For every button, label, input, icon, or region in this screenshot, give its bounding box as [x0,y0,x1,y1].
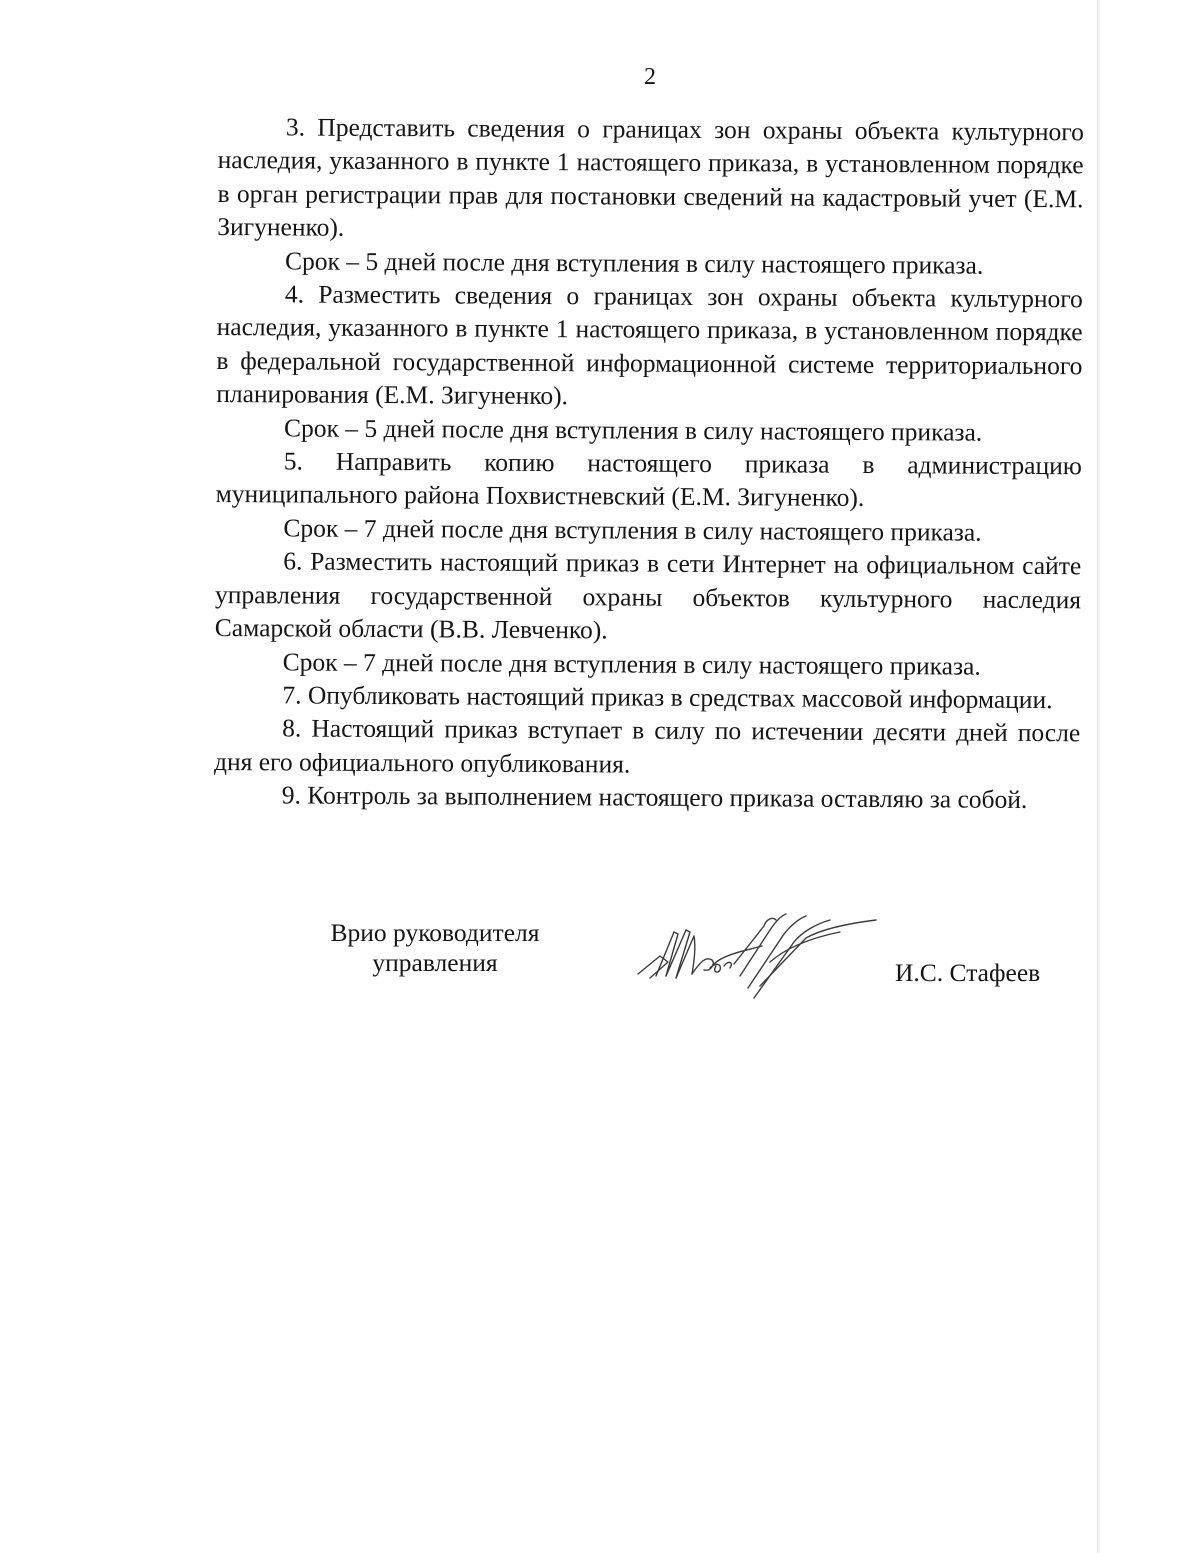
signature-block [300,918,1060,1038]
deadline-item-4: Срок – 5 дней после дня вступления в силу настоящего приказа. [283,413,983,447]
signatory-position [300,918,570,978]
handwritten-signature-icon [630,904,890,1014]
paragraph-item-6: 6. Разместить настоящий приказ в сети Интернет на официальном сайте управления государственной охраны объектов культурного наследия Самарской области (В.В. Левченко). [214,546,1082,645]
paragraph-item-8: 8. Настоящий приказ вступает в силу по истечении десяти дней после дня его официального опубликования. [213,713,1081,779]
signatory-position-line2: управления [372,948,498,977]
paragraph-item-5: 5. Направить копию настоящего приказа в администрацию муниципального района Похвистневский (Е.М. Зигуненко). [215,446,1082,513]
paragraph-item-9: 9. Контроль за выполнением настоящего приказа оставляю за собой. [281,780,1028,815]
signatory-position-line1: Врио руководителя [330,918,540,947]
deadline-item-6: Срок – 7 дней после дня вступления в силу настоящего приказа. [282,646,981,681]
paragraph-item-3: 3. Представить сведения о границах зон охраны объекта культурного наследия, указанного в пункте 1 настоящего приказа, в установленном порядке в орган регистрации прав для постановки сведений на кадастровый учет (Е.М. Зигуненко). [217,112,1084,242]
paragraph-item-7: 7. Опубликовать настоящий приказ в средствах массовой информации. [282,680,1053,715]
signatory-name: И.С. Стафеев [895,958,1041,987]
deadline-item-5: Срок – 7 дней после дня вступления в силу настоящего приказа. [283,513,982,547]
paragraph-item-4: 4. Разместить сведения о границах зон охраны объекта культурного наследия, указанного в пункте 1 настоящего приказа, в установленном порядке в федеральной государственной информационной системе территориального планирования (Е.М. Зигуненко). [216,279,1083,411]
page-number: 2 [644,64,656,90]
scan-edge [1097,0,1100,1553]
order-body [214,110,1084,817]
deadline-item-3: Срок – 5 дней после дня вступления в силу настоящего приказа. [284,246,984,280]
